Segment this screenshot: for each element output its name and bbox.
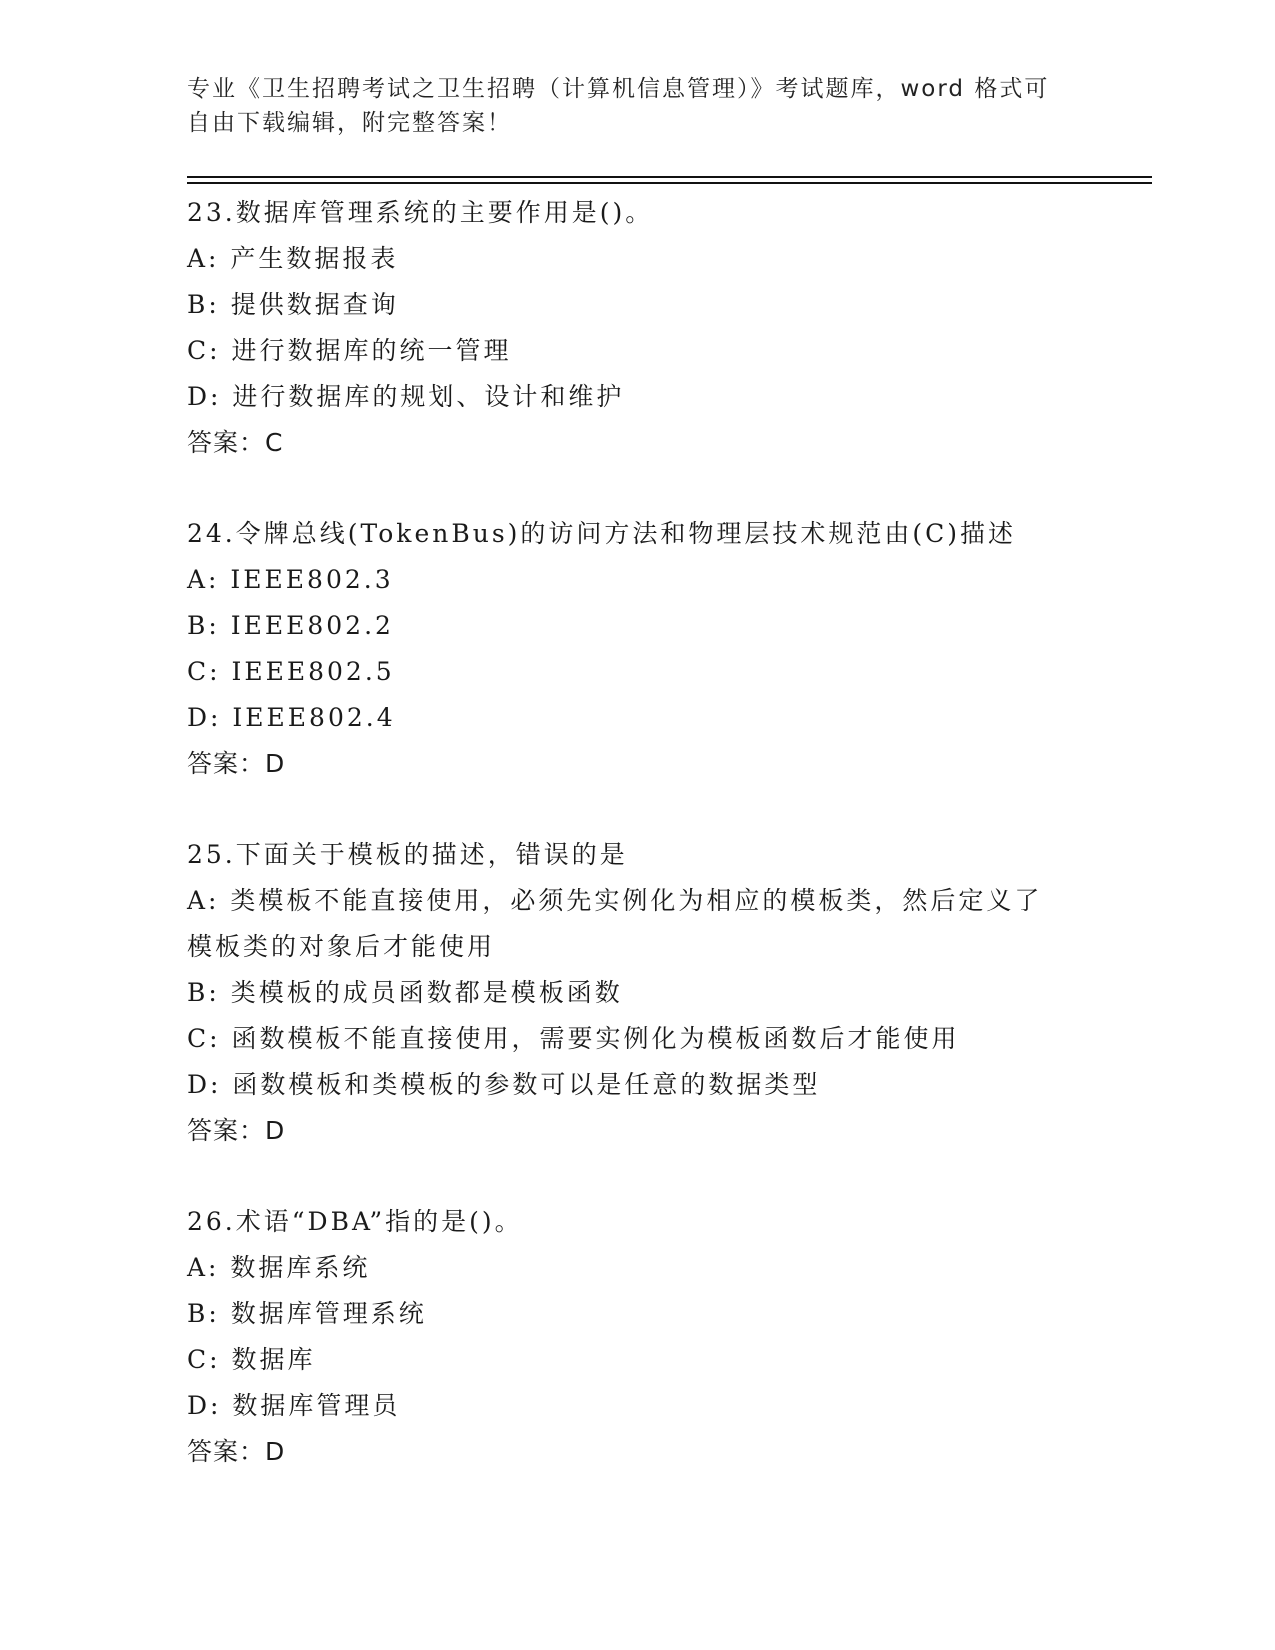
question-26 [187, 1199, 1087, 1475]
question-stem: 23.数据库管理系统的主要作用是()。 [187, 198, 654, 227]
option-b: B: 类模板的成员函数都是模板函数 [187, 978, 623, 1007]
header-divider-bottom [187, 182, 1152, 184]
question-list [187, 190, 1087, 1520]
question-stem: 26.术语“DBA”指的是()。 [187, 1207, 523, 1236]
question-stem: 24.令牌总线(TokenBus)的访问方法和物理层技术规范由(C)描述 [187, 519, 1017, 548]
answer-label: 答案：D [187, 1437, 286, 1466]
option-c: C: 函数模板不能直接使用，需要实例化为模板函数后才能使用 [187, 1024, 960, 1053]
option-d: D: 数据库管理员 [187, 1391, 401, 1420]
option-d: D: 函数模板和类模板的参数可以是任意的数据类型 [187, 1070, 821, 1099]
header-divider-top [187, 176, 1152, 178]
option-a: A: 产生数据报表 [187, 244, 399, 273]
answer-label: 答案：D [187, 749, 286, 778]
question-25 [187, 832, 1087, 1154]
question-23 [187, 190, 1087, 466]
question-24 [187, 511, 1087, 787]
option-a: A: 数据库系统 [187, 1253, 371, 1282]
answer-label: 答案：C [187, 428, 284, 457]
option-c: C: 数据库 [187, 1345, 316, 1374]
option-d: D: IEEE802.4 [187, 703, 396, 732]
option-b: B: 提供数据查询 [187, 290, 399, 319]
option-b: B: IEEE802.2 [187, 611, 394, 640]
document-header: 专业《卫生招聘考试之卫生招聘（计算机信息管理）》考试题库，word 格式可自由下载编辑，附完整答案！ [187, 76, 1050, 136]
option-b: B: 数据库管理系统 [187, 1299, 427, 1328]
option-a: A: 类模板不能直接使用，必须先实例化为相应的模板类，然后定义了模板类的对象后才能使用 [187, 886, 1043, 961]
option-c: C: IEEE802.5 [187, 657, 395, 686]
option-d: D: 进行数据库的规划、设计和维护 [187, 382, 625, 411]
question-stem: 25.下面关于模板的描述，错误的是 [187, 840, 628, 869]
answer-label: 答案：D [187, 1116, 286, 1145]
option-c: C: 进行数据库的统一管理 [187, 336, 512, 365]
option-a: A: IEEE802.3 [187, 565, 394, 594]
